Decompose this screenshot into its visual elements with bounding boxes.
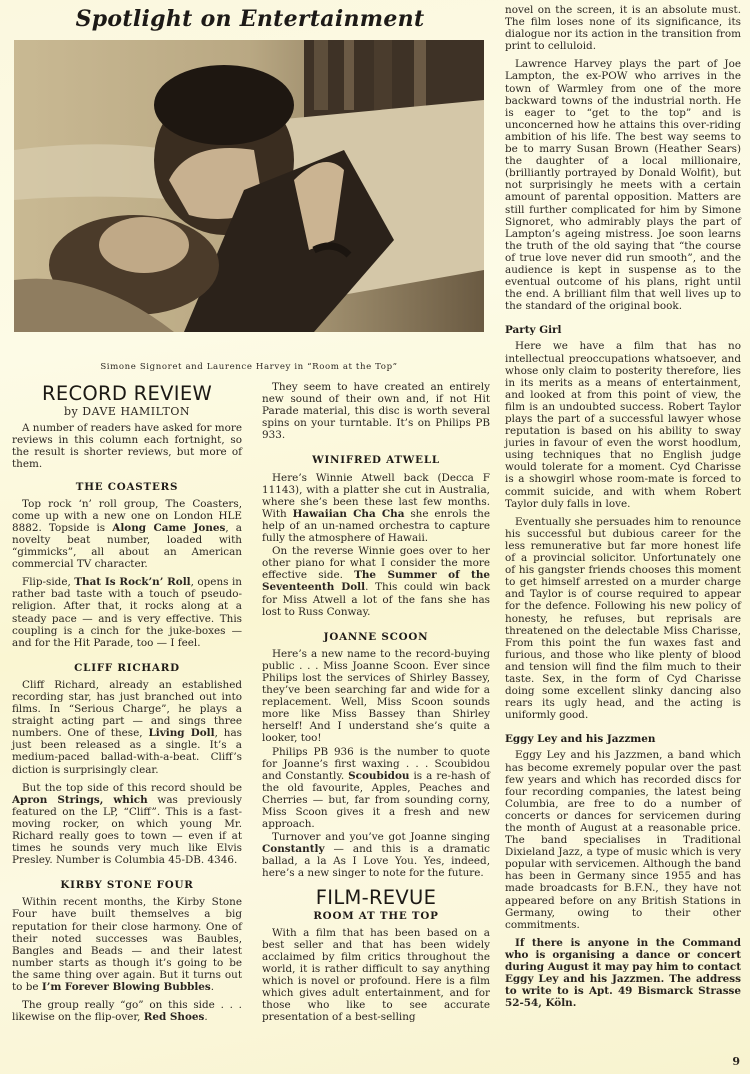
paragraph: Flip-side, That Is Rock’n’ Roll, opens in rather bad taste with a touch of pseudo-religion. After that, it rocks along at a steady pace — and is very effective. This coupling is a cinch for the juke-boxes — and for the Hit Parade, too — I feel. — [12, 576, 242, 649]
paragraph: They seem to have created an entirely new sound of their own and, if not Hit Parade material, this disc is worth several spins on your turntable. It’s on Philips PB 933. — [262, 381, 490, 442]
paragraph: Lawrence Harvey plays the part of Joe Lampton, the ex-POW who arrives in the town of Warmley from one of the more backward towns of the industrial north. He is eager to “get to the top” and is unconcerned how he attains this over-riding ambition of his life. The best way seems to be to marry Susan Brown (Heather Sears) the daughter of a local millionaire, (brilliantly portrayed by Donald Wolfit), but not surprisingly he meets with a certain amount of parental opposition. Matters are still further complicated for him by Simone Signoret, who admirably plays the part of Lampton’s ageing mistress. Joe soon learns the truth of the old saying that “the course of true love never did run smooth”, and the audience is kept in suspense as to the eventual outcome of his plans, right until the end. A brilliant film that well lives up to the standard of the original book. — [505, 58, 741, 313]
paragraph: With a film that has been based on a best seller and that has been widely acclaimed by film critics throughout the world, it is rather difficult to say anything which is novel or profound. Here is a film which gives adult entertainment, and for those who like to see accurate presentation of a best-selling — [262, 926, 490, 1024]
paragraph: But the top side of this record should be Apron Strings, which was previously featured on the LP, “Cliff”. This is a fast-moving rocker, on which young Mr. Richard really goes to town — even if at times he sounds very much like Elvis Presley. Number is Columbia 45-DB. 4346. — [12, 781, 242, 867]
paragraph: Here’s a new name to the record-buying public . . . Miss Joanne Scoon. Ever since Philips lost the services of Shirley Bassey, they’ve been searching far and wide for a replacement. Well, Miss Scoon sounds more like Miss Bassey than Shirley herself! And I understand she’s quite a looker, too! — [262, 647, 490, 745]
paragraph: Philips PB 936 is the number to quote for Joanne’s first waxing . . . Scoubidou and Constantly. Scoubidou is a re-hash of the old favourite, Apples, Peaches and Cherries — but, far from sounding corny, Miss Scoon gives it a fresh and new approach. — [262, 745, 490, 831]
section-heading-winifred-atwell: WINIFRED ATWELL — [312, 454, 440, 467]
record-review-column-2 — [262, 381, 490, 1030]
paragraph: Turnover and you’ve got Joanne singing Constantly — and this is a dramatic ballad, a la As I Love You. Yes, indeed, here’s a new singer to note for the future. — [262, 831, 490, 880]
photo-illustration — [14, 40, 484, 332]
record-review-column-1 — [12, 382, 242, 1029]
paragraph: The group really “go” on this side . . . likewise on the flip-over, Red Shoes. — [12, 999, 242, 1024]
paragraph: Cliff Richard, already an established recording star, has just branched out into films. In “Serious Charge”, he plays a straight acting part — and sings three numbers. One of these, Living Doll, has just been released as a single. It’s a medium-paced ballad-with-a-beat. Cliff’s diction is surprisingly clear. — [12, 678, 242, 776]
section-heading-party-girl: Party Girl — [505, 324, 562, 337]
masthead-title: Spotlight on Entertainment — [75, 6, 425, 32]
paragraph: On the reverse Winnie goes over to her other piano for what I consider the more effective side. The Summer of the Seventeenth Doll. This could win back for Miss Atwell a lot of the fans she has lost to Russ Conway. — [262, 545, 491, 618]
section-heading-eggy-ley: Eggy Ley and his Jazzmen — [505, 733, 656, 746]
paragraph: Eggy Ley and his Jazzmen, a band which has become exremely popular over the past few years and which has recorded discs for four recording companies, the latest being Columbia, are free to do a number of concerts or dances for servicemen during the month of August at a reasonable price. The band specialises in Traditional Dixieland Jazz, a type of music which is very popular with servicemen. Although the band has been in Germany since 1955 and has made broadcasts for B.F.N., they have not appeared before on any British Stations in Germany, owing to their other commitments. — [505, 749, 741, 931]
film-still-photo — [14, 40, 484, 332]
paragraph: Top rock ‘n’ roll group, The Coasters, come up with a new one on London HLE 8882. Topside is Along Came Jones, a novelty beat number, loaded with “gimmicks”, all about an American commercial TV character. — [12, 497, 242, 571]
section-heading-coasters: THE COASTERS — [75, 480, 179, 493]
record-review-title: RECORD REVIEW — [41, 382, 213, 405]
photo-caption: Simone Signoret and Laurence Harvey in “Room at the Top” — [100, 362, 398, 372]
section-heading-kirby-stone-four: KIRBY STONE FOUR — [60, 879, 194, 892]
section-heading-joanne-scoon: JOANNE SCOON — [323, 630, 429, 643]
paragraph: Here’s Winnie Atwell back (Decca F 11143), with a platter she cut in Australia, where she’s been these last few months. With Hawaiian Cha Cha she enrols the help of an un-named orchestra to capture fully the atmosphere of Hawaii. — [262, 471, 490, 545]
paragraph: novel on the screen, it is an absolute must. The film loses none of its significance, its dialogue nor its action in the transition from print to celluloid. — [505, 4, 741, 53]
paragraph: Here we have a film that has no intellectual preoccupations whatsoever, and whose only claim to posterity therefore, lies in its merits as a means of entertainment, and looked at from this point of view, the film is an undoubted success. Robert Taylor plays the part of a successful lawyer whose reputation is based on his ability to sway juries in favour of even the worst hoodlum, using techniques that no English judge would tolerate for a moment. Cyd Charisse is a showgirl whose room-mate is forced to commit suicide, and with whem Robert Taylor duly falls in love. — [505, 340, 741, 510]
paragraph: Within recent months, the Kirby Stone Four have built themselves a big reputation for their close harmony. One of their noted successes was Baubles, Bangles and Beads — and their latest number starts as though it’s going to be the same thing over again. But it turns out to be I’m Forever Blowing Bubbles. — [12, 896, 242, 994]
intro-paragraph: A number of readers have asked for more reviews in this column each fortnight, so the result is shorter reviews, but more of them. — [12, 422, 242, 471]
page-number: 9 — [732, 1055, 740, 1068]
contact-paragraph: If there is anyone in the Command who is organising a dance or concert during August it may pay him to contact Eggy Ley and his Jazzmen. The address to write to is Apt. 49 Bismarck Strasse 52-54, Köln. — [505, 936, 741, 1010]
film-revue-title: FILM-REVUE — [315, 885, 437, 909]
section-heading-cliff-richard: CLIFF RICHARD — [74, 661, 180, 674]
paragraph: Eventually she persuades him to renounce his successful but dubious career for the less remunerative but far more honest life of a provincial solicitor. Unfortunately one of his gangster friends chooses this moment to get himself arrested on a murder charge and Taylor is of course required to appear for the defence. Following his new policy of honesty, he refuses, but reprisals are threatened on the delectable Miss Charisse, From this point the fun waxes fast and furious, and those who like plenty of blood and tension will find the film much to their taste. Sex, in the form of Cyd Charisse doing some excellent slinky dancing also rears its ugly head, and the acting is uniformly good. — [505, 515, 741, 722]
film-revue-column — [505, 4, 741, 1015]
byline: by DAVE HAMILTON — [64, 405, 190, 419]
section-heading-room-at-the-top: ROOM AT THE TOP — [313, 909, 439, 922]
